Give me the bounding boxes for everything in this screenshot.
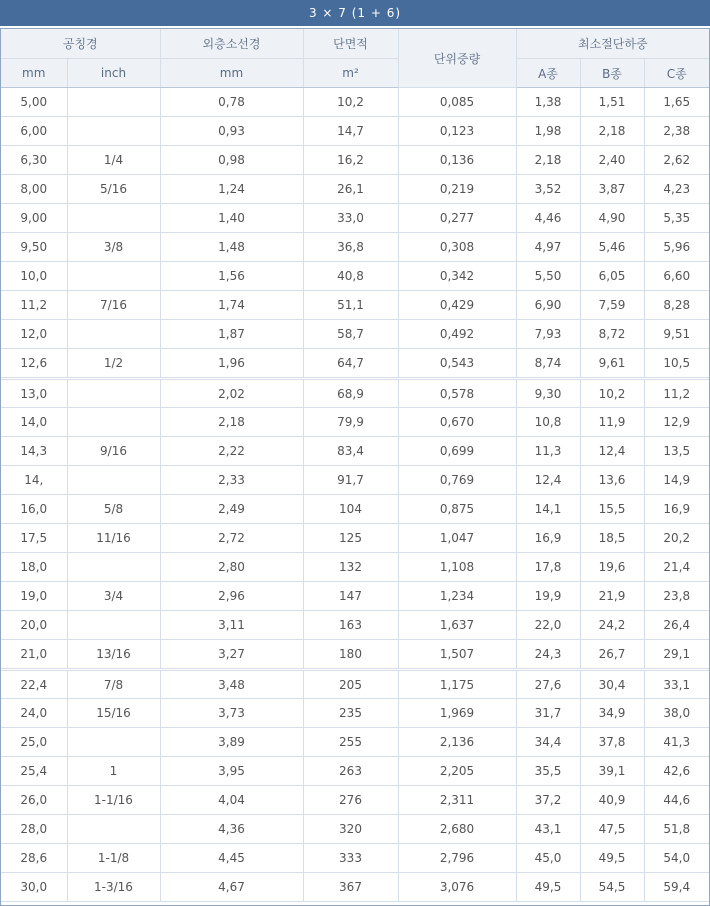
cell-load-c: 51,8 <box>644 815 709 844</box>
table-row <box>1 582 709 611</box>
cell-diameter-mm: 20,0 <box>1 611 67 640</box>
cell-unit-weight: 1,108 <box>398 553 516 582</box>
header-unit-weight: 단위중량 <box>398 29 516 88</box>
cell-diameter-inch: 3/8 <box>67 233 160 262</box>
header-grade-c: C종 <box>644 59 709 88</box>
cell-load-a: 12,4 <box>516 466 580 495</box>
header-row-group <box>1 29 709 59</box>
cell-load-c: 4,23 <box>644 175 709 204</box>
cell-outer-wire-mm: 3,95 <box>160 757 303 786</box>
cell-load-b: 19,6 <box>580 553 644 582</box>
cell-diameter-mm: 28,0 <box>1 815 67 844</box>
header-grade-a: A종 <box>516 59 580 88</box>
cell-load-b: 18,5 <box>580 524 644 553</box>
table-row <box>1 640 709 670</box>
table-row <box>1 146 709 175</box>
cell-diameter-inch <box>67 379 160 408</box>
cell-diameter-mm: 14, <box>1 466 67 495</box>
cell-area: 79,9 <box>303 408 398 437</box>
cell-outer-wire-mm: 4,45 <box>160 844 303 873</box>
table-row <box>1 524 709 553</box>
cell-load-a: 8,74 <box>516 349 580 379</box>
cell-diameter-mm: 10,0 <box>1 262 67 291</box>
cell-load-a: 24,3 <box>516 640 580 670</box>
cell-diameter-mm: 26,0 <box>1 786 67 815</box>
cell-outer-wire-mm: 2,18 <box>160 408 303 437</box>
cell-area: 333 <box>303 844 398 873</box>
cell-diameter-mm: 6,00 <box>1 117 67 146</box>
cell-load-c: 26,4 <box>644 611 709 640</box>
cell-diameter-inch <box>67 815 160 844</box>
cell-load-c: 16,9 <box>644 495 709 524</box>
cell-load-c: 2,62 <box>644 146 709 175</box>
cell-area: 180 <box>303 640 398 670</box>
cell-load-a: 2,18 <box>516 146 580 175</box>
cell-unit-weight: 0,123 <box>398 117 516 146</box>
cell-diameter-mm: 9,00 <box>1 204 67 233</box>
header-unit-mm: mm <box>1 59 67 88</box>
cell-load-c: 1,65 <box>644 88 709 117</box>
cell-outer-wire-mm: 2,33 <box>160 466 303 495</box>
cell-load-c: 21,4 <box>644 553 709 582</box>
table-row <box>1 728 709 757</box>
cell-outer-wire-mm: 4,04 <box>160 786 303 815</box>
cell-load-a: 34,4 <box>516 728 580 757</box>
cell-load-a: 6,90 <box>516 291 580 320</box>
cell-load-b: 21,9 <box>580 582 644 611</box>
cell-area: 205 <box>303 670 398 699</box>
cell-diameter-inch <box>67 262 160 291</box>
cell-load-b: 34,9 <box>580 699 644 728</box>
cell-load-a: 4,97 <box>516 233 580 262</box>
cell-diameter-mm: 13,0 <box>1 379 67 408</box>
cell-load-b: 7,59 <box>580 291 644 320</box>
header-unit-inch: inch <box>67 59 160 88</box>
cell-diameter-inch: 5/16 <box>67 175 160 204</box>
cell-diameter-mm: 22,4 <box>1 670 67 699</box>
header-unit-area: m² <box>303 59 398 88</box>
cell-area: 14,7 <box>303 117 398 146</box>
cell-unit-weight: 0,670 <box>398 408 516 437</box>
cell-load-c: 41,3 <box>644 728 709 757</box>
cell-area: 125 <box>303 524 398 553</box>
cell-load-c: 29,1 <box>644 640 709 670</box>
cell-unit-weight: 1,175 <box>398 670 516 699</box>
cell-load-a: 1,98 <box>516 117 580 146</box>
cell-diameter-mm: 30,0 <box>1 873 67 902</box>
cell-load-a: 45,0 <box>516 844 580 873</box>
cell-diameter-mm: 24,0 <box>1 699 67 728</box>
cell-load-a: 35,5 <box>516 757 580 786</box>
cell-load-a: 10,8 <box>516 408 580 437</box>
cell-area: 255 <box>303 728 398 757</box>
cell-load-b: 37,8 <box>580 728 644 757</box>
cell-unit-weight: 1,637 <box>398 611 516 640</box>
cell-diameter-mm: 8,00 <box>1 175 67 204</box>
cell-diameter-inch <box>67 553 160 582</box>
cell-load-b: 4,90 <box>580 204 644 233</box>
cell-outer-wire-mm: 2,49 <box>160 495 303 524</box>
cell-area: 91,7 <box>303 466 398 495</box>
cell-outer-wire-mm: 1,40 <box>160 204 303 233</box>
cell-outer-wire-mm: 3,73 <box>160 699 303 728</box>
cell-outer-wire-mm: 1,56 <box>160 262 303 291</box>
header-row-units <box>1 59 709 88</box>
cell-diameter-inch: 1-3/16 <box>67 873 160 902</box>
table-row <box>1 175 709 204</box>
cell-load-c: 38,0 <box>644 699 709 728</box>
cell-load-a: 22,0 <box>516 611 580 640</box>
cell-diameter-mm: 5,00 <box>1 88 67 117</box>
cell-outer-wire-mm: 1,48 <box>160 233 303 262</box>
table-row <box>1 117 709 146</box>
cell-load-a: 16,9 <box>516 524 580 553</box>
cell-diameter-inch: 1 <box>67 757 160 786</box>
cell-unit-weight: 1,969 <box>398 699 516 728</box>
cell-load-b: 54,5 <box>580 873 644 902</box>
table-row <box>1 379 709 408</box>
cell-unit-weight: 0,429 <box>398 291 516 320</box>
cell-unit-weight: 0,875 <box>398 495 516 524</box>
cell-unit-weight: 0,136 <box>398 146 516 175</box>
cell-diameter-mm: 21,0 <box>1 640 67 670</box>
cell-unit-weight: 0,578 <box>398 379 516 408</box>
cell-load-b: 49,5 <box>580 844 644 873</box>
cell-load-b: 13,6 <box>580 466 644 495</box>
cell-diameter-inch: 1/4 <box>67 146 160 175</box>
cell-diameter-mm: 12,0 <box>1 320 67 349</box>
cell-diameter-mm: 28,6 <box>1 844 67 873</box>
cell-load-b: 2,40 <box>580 146 644 175</box>
cell-outer-wire-mm: 4,36 <box>160 815 303 844</box>
spec-table <box>1 29 709 902</box>
cell-load-a: 37,2 <box>516 786 580 815</box>
spec-table-container <box>0 28 710 906</box>
cell-diameter-inch <box>67 117 160 146</box>
cell-outer-wire-mm: 1,87 <box>160 320 303 349</box>
cell-area: 320 <box>303 815 398 844</box>
cell-diameter-mm: 25,0 <box>1 728 67 757</box>
table-row <box>1 233 709 262</box>
cell-load-c: 9,51 <box>644 320 709 349</box>
cell-outer-wire-mm: 4,67 <box>160 873 303 902</box>
cell-unit-weight: 2,136 <box>398 728 516 757</box>
table-row <box>1 757 709 786</box>
table-row <box>1 437 709 466</box>
cell-diameter-mm: 18,0 <box>1 553 67 582</box>
cell-area: 26,1 <box>303 175 398 204</box>
cell-area: 104 <box>303 495 398 524</box>
cell-load-b: 1,51 <box>580 88 644 117</box>
header-grade-b: B종 <box>580 59 644 88</box>
cell-diameter-inch: 9/16 <box>67 437 160 466</box>
table-row <box>1 815 709 844</box>
table-row <box>1 88 709 117</box>
cell-diameter-inch <box>67 88 160 117</box>
cell-load-c: 42,6 <box>644 757 709 786</box>
cell-load-a: 4,46 <box>516 204 580 233</box>
cell-area: 51,1 <box>303 291 398 320</box>
cell-area: 83,4 <box>303 437 398 466</box>
cell-load-a: 17,8 <box>516 553 580 582</box>
table-row <box>1 495 709 524</box>
header-unit-mm: mm <box>160 59 303 88</box>
cell-load-c: 10,5 <box>644 349 709 379</box>
cell-unit-weight: 0,342 <box>398 262 516 291</box>
cell-load-b: 11,9 <box>580 408 644 437</box>
cell-load-c: 5,96 <box>644 233 709 262</box>
cell-outer-wire-mm: 3,89 <box>160 728 303 757</box>
cell-load-c: 44,6 <box>644 786 709 815</box>
cell-outer-wire-mm: 1,74 <box>160 291 303 320</box>
header-cross-section: 단면적 <box>303 29 398 59</box>
cell-diameter-mm: 12,6 <box>1 349 67 379</box>
cell-diameter-inch: 1-1/8 <box>67 844 160 873</box>
cell-outer-wire-mm: 1,96 <box>160 349 303 379</box>
cell-diameter-inch: 5/8 <box>67 495 160 524</box>
cell-load-c: 14,9 <box>644 466 709 495</box>
cell-diameter-mm: 16,0 <box>1 495 67 524</box>
cell-area: 235 <box>303 699 398 728</box>
cell-load-c: 59,4 <box>644 873 709 902</box>
cell-diameter-inch: 7/16 <box>67 291 160 320</box>
cell-diameter-inch: 13/16 <box>67 640 160 670</box>
cell-load-a: 49,5 <box>516 873 580 902</box>
cell-area: 147 <box>303 582 398 611</box>
cell-area: 276 <box>303 786 398 815</box>
cell-load-b: 6,05 <box>580 262 644 291</box>
cell-diameter-inch <box>67 466 160 495</box>
cell-diameter-inch <box>67 320 160 349</box>
cell-unit-weight: 1,507 <box>398 640 516 670</box>
cell-diameter-inch: 1-1/16 <box>67 786 160 815</box>
cell-load-a: 19,9 <box>516 582 580 611</box>
cell-load-c: 5,35 <box>644 204 709 233</box>
cell-load-b: 9,61 <box>580 349 644 379</box>
cell-load-b: 47,5 <box>580 815 644 844</box>
table-row <box>1 466 709 495</box>
cell-unit-weight: 1,047 <box>398 524 516 553</box>
cell-area: 40,8 <box>303 262 398 291</box>
cell-load-c: 11,2 <box>644 379 709 408</box>
cell-load-a: 11,3 <box>516 437 580 466</box>
cell-diameter-inch <box>67 611 160 640</box>
header-outer-wire-diameter: 외층소선경 <box>160 29 303 59</box>
cell-load-a: 1,38 <box>516 88 580 117</box>
cell-load-a: 7,93 <box>516 320 580 349</box>
cell-load-b: 15,5 <box>580 495 644 524</box>
cell-area: 263 <box>303 757 398 786</box>
table-row <box>1 408 709 437</box>
table-body <box>1 88 709 902</box>
table-row <box>1 349 709 379</box>
table-row <box>1 320 709 349</box>
cell-load-b: 8,72 <box>580 320 644 349</box>
cell-diameter-inch: 1/2 <box>67 349 160 379</box>
cell-outer-wire-mm: 2,80 <box>160 553 303 582</box>
cell-diameter-mm: 14,3 <box>1 437 67 466</box>
cell-diameter-mm: 17,5 <box>1 524 67 553</box>
cell-unit-weight: 0,492 <box>398 320 516 349</box>
cell-area: 132 <box>303 553 398 582</box>
cell-load-c: 23,8 <box>644 582 709 611</box>
cell-unit-weight: 1,234 <box>398 582 516 611</box>
cell-diameter-inch <box>67 204 160 233</box>
cell-diameter-inch: 11/16 <box>67 524 160 553</box>
table-row <box>1 786 709 815</box>
cell-load-b: 24,2 <box>580 611 644 640</box>
cell-outer-wire-mm: 1,24 <box>160 175 303 204</box>
cell-outer-wire-mm: 0,78 <box>160 88 303 117</box>
cell-load-b: 12,4 <box>580 437 644 466</box>
cell-unit-weight: 0,699 <box>398 437 516 466</box>
cell-unit-weight: 3,076 <box>398 873 516 902</box>
cell-load-a: 27,6 <box>516 670 580 699</box>
cell-diameter-mm: 9,50 <box>1 233 67 262</box>
cell-area: 36,8 <box>303 233 398 262</box>
table-title: 3 × 7 (1 + 6) <box>0 0 710 26</box>
cell-diameter-mm: 19,0 <box>1 582 67 611</box>
cell-area: 68,9 <box>303 379 398 408</box>
cell-area: 58,7 <box>303 320 398 349</box>
cell-load-c: 20,2 <box>644 524 709 553</box>
cell-unit-weight: 0,219 <box>398 175 516 204</box>
cell-load-a: 5,50 <box>516 262 580 291</box>
table-row <box>1 873 709 902</box>
cell-load-b: 30,4 <box>580 670 644 699</box>
cell-outer-wire-mm: 0,93 <box>160 117 303 146</box>
cell-unit-weight: 0,543 <box>398 349 516 379</box>
cell-load-c: 12,9 <box>644 408 709 437</box>
cell-unit-weight: 2,680 <box>398 815 516 844</box>
cell-load-a: 9,30 <box>516 379 580 408</box>
cell-outer-wire-mm: 0,98 <box>160 146 303 175</box>
cell-diameter-inch: 3/4 <box>67 582 160 611</box>
table-row <box>1 611 709 640</box>
cell-load-b: 40,9 <box>580 786 644 815</box>
cell-outer-wire-mm: 2,72 <box>160 524 303 553</box>
cell-diameter-mm: 25,4 <box>1 757 67 786</box>
cell-area: 33,0 <box>303 204 398 233</box>
table-row <box>1 844 709 873</box>
cell-load-a: 31,7 <box>516 699 580 728</box>
table-header <box>1 29 709 88</box>
cell-outer-wire-mm: 3,11 <box>160 611 303 640</box>
cell-load-b: 10,2 <box>580 379 644 408</box>
table-row <box>1 262 709 291</box>
cell-diameter-inch <box>67 408 160 437</box>
cell-load-c: 8,28 <box>644 291 709 320</box>
cell-area: 10,2 <box>303 88 398 117</box>
table-row <box>1 670 709 699</box>
cell-unit-weight: 0,769 <box>398 466 516 495</box>
cell-outer-wire-mm: 2,22 <box>160 437 303 466</box>
cell-diameter-inch <box>67 728 160 757</box>
cell-outer-wire-mm: 3,48 <box>160 670 303 699</box>
table-row <box>1 291 709 320</box>
cell-load-b: 26,7 <box>580 640 644 670</box>
cell-outer-wire-mm: 2,96 <box>160 582 303 611</box>
cell-outer-wire-mm: 3,27 <box>160 640 303 670</box>
cell-unit-weight: 2,205 <box>398 757 516 786</box>
cell-area: 64,7 <box>303 349 398 379</box>
cell-unit-weight: 0,277 <box>398 204 516 233</box>
cell-unit-weight: 0,308 <box>398 233 516 262</box>
cell-load-a: 3,52 <box>516 175 580 204</box>
cell-load-a: 14,1 <box>516 495 580 524</box>
cell-load-c: 13,5 <box>644 437 709 466</box>
cell-load-c: 54,0 <box>644 844 709 873</box>
cell-unit-weight: 2,796 <box>398 844 516 873</box>
cell-diameter-mm: 11,2 <box>1 291 67 320</box>
cell-area: 367 <box>303 873 398 902</box>
cell-diameter-inch: 15/16 <box>67 699 160 728</box>
cell-load-c: 33,1 <box>644 670 709 699</box>
cell-area: 163 <box>303 611 398 640</box>
cell-diameter-inch: 7/8 <box>67 670 160 699</box>
cell-diameter-mm: 6,30 <box>1 146 67 175</box>
cell-diameter-mm: 14,0 <box>1 408 67 437</box>
cell-load-b: 5,46 <box>580 233 644 262</box>
header-min-breaking-load: 최소절단하중 <box>516 29 709 59</box>
cell-unit-weight: 2,311 <box>398 786 516 815</box>
cell-load-b: 3,87 <box>580 175 644 204</box>
cell-load-b: 2,18 <box>580 117 644 146</box>
table-row <box>1 204 709 233</box>
cell-load-c: 2,38 <box>644 117 709 146</box>
cell-load-c: 6,60 <box>644 262 709 291</box>
table-row <box>1 699 709 728</box>
cell-area: 16,2 <box>303 146 398 175</box>
header-nominal-diameter: 공칭경 <box>1 29 160 59</box>
cell-unit-weight: 0,085 <box>398 88 516 117</box>
cell-outer-wire-mm: 2,02 <box>160 379 303 408</box>
cell-load-a: 43,1 <box>516 815 580 844</box>
table-row <box>1 553 709 582</box>
cell-load-b: 39,1 <box>580 757 644 786</box>
